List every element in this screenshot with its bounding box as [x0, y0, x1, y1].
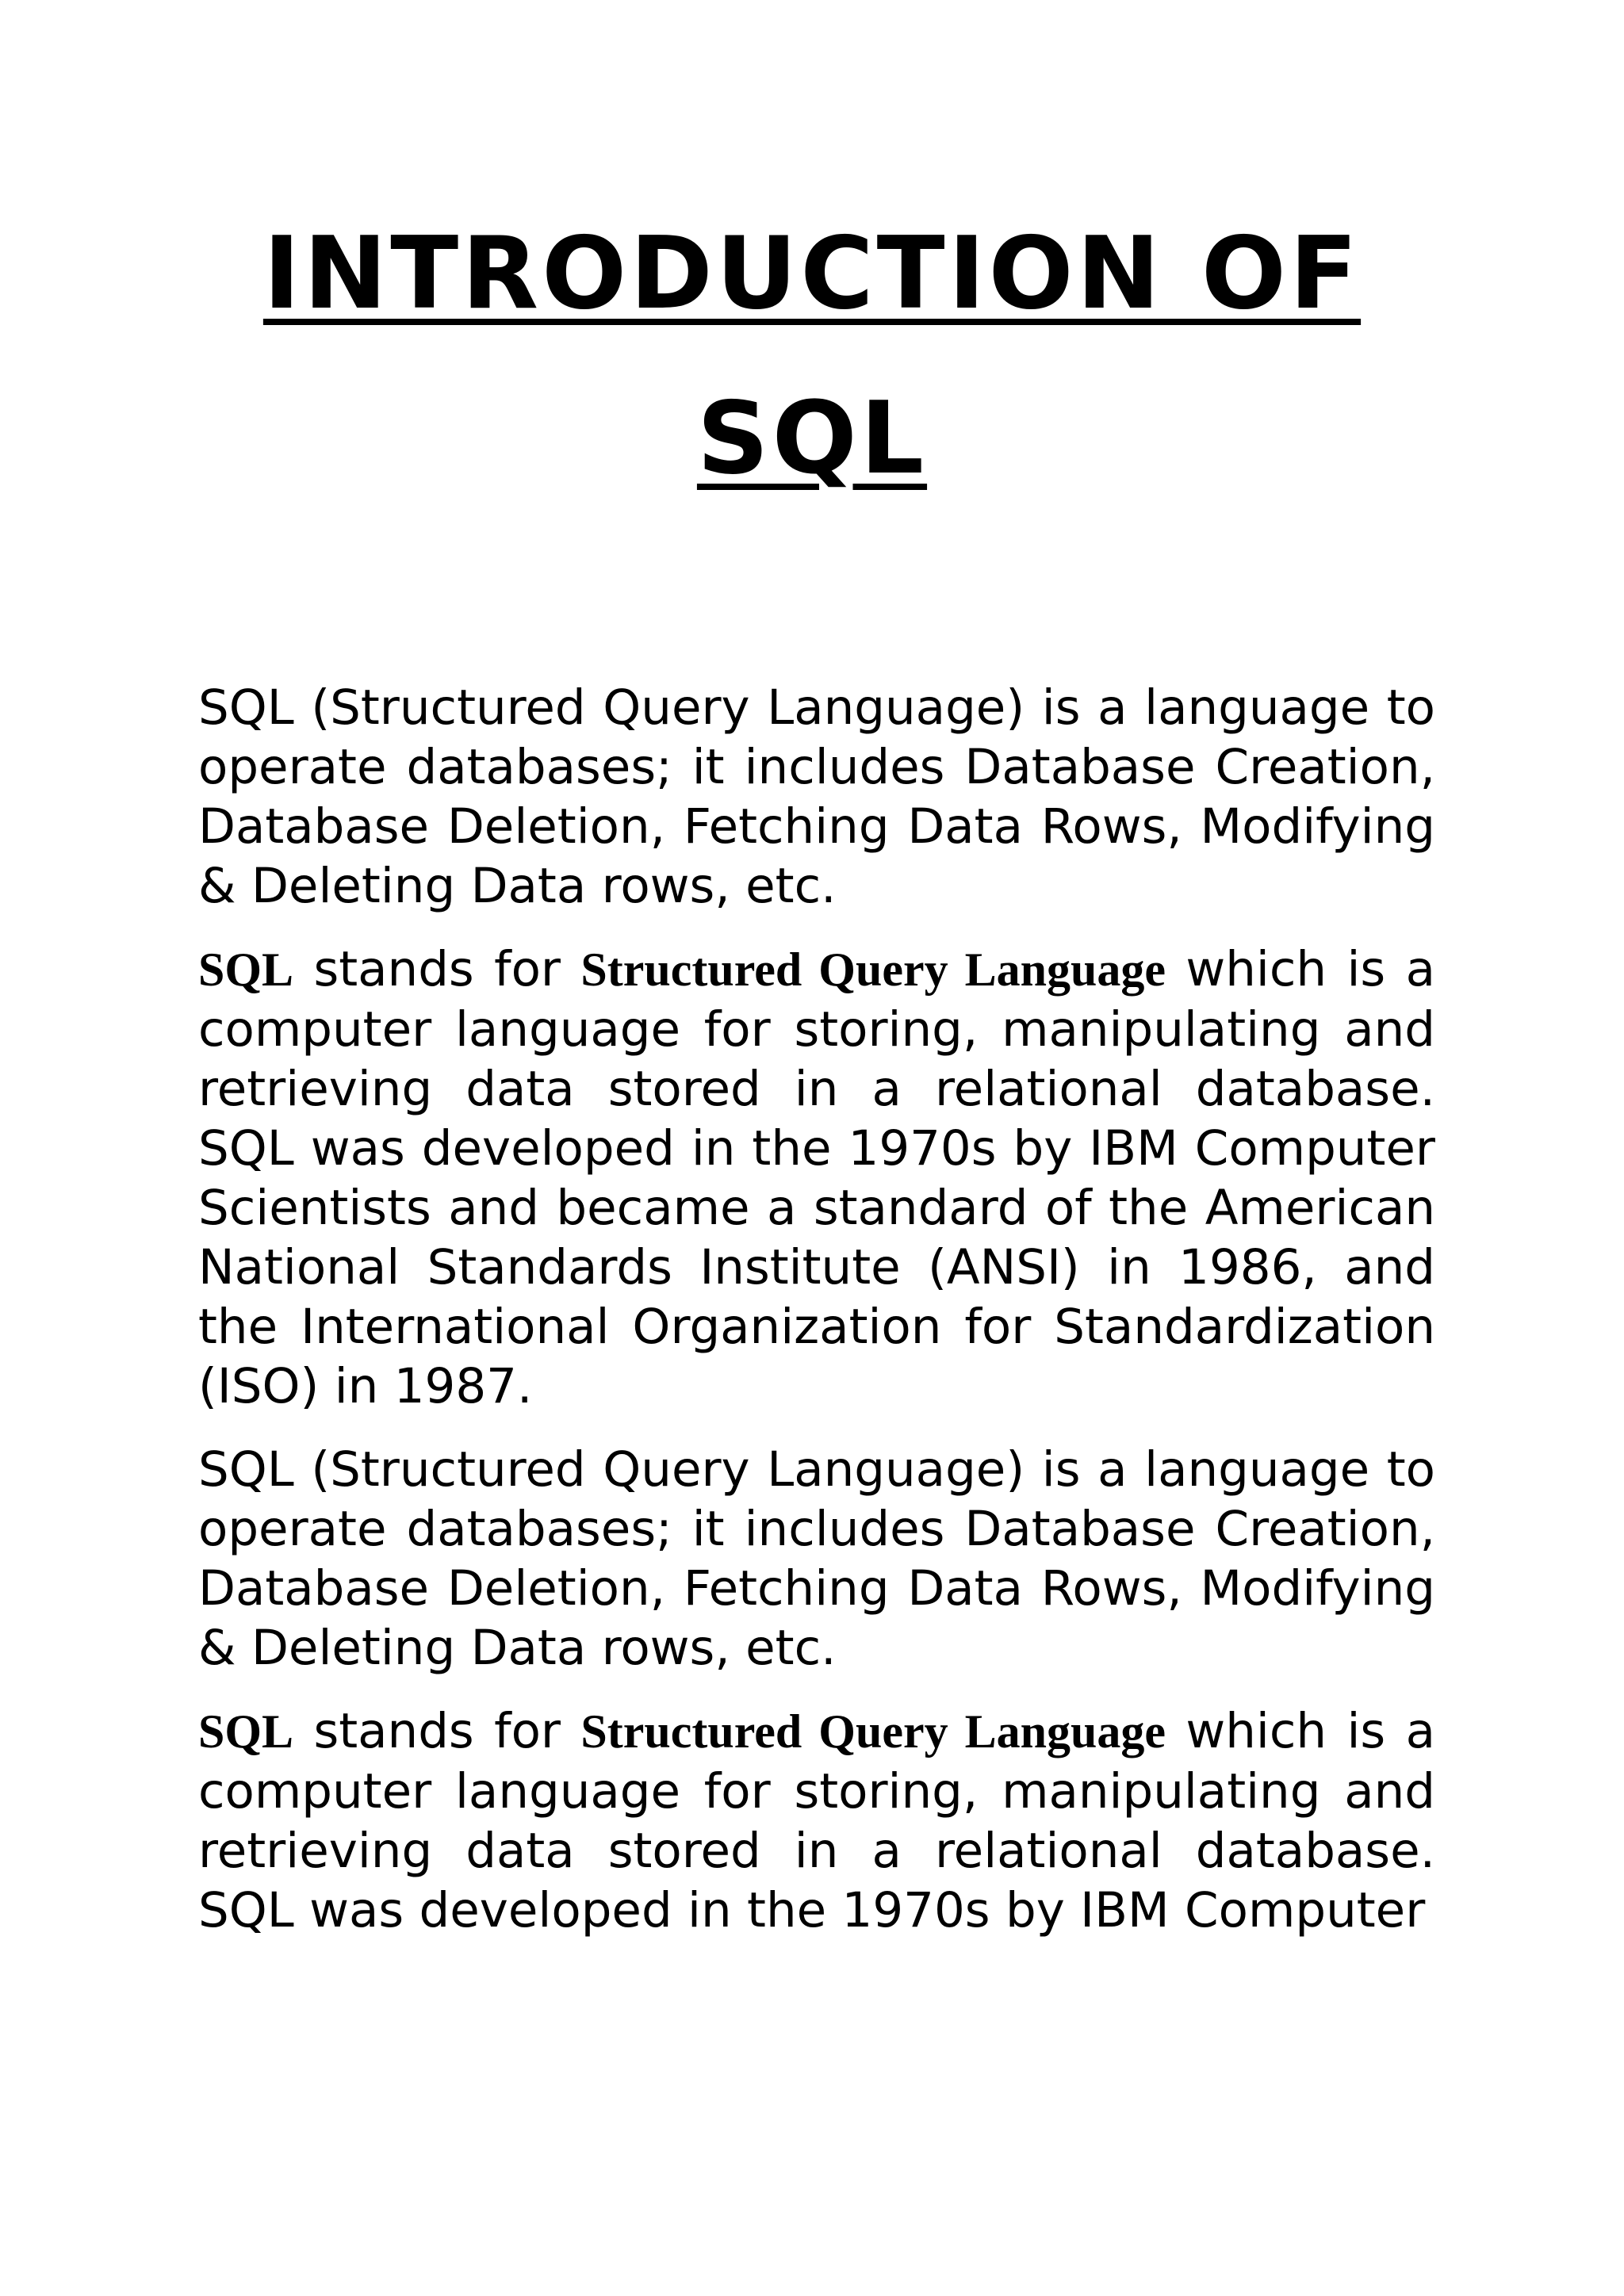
page-title-line-1	[0, 214, 1624, 333]
paragraph-4-mid-text: stands for	[293, 1703, 581, 1759]
paragraph-4-rest: which is a computer language for storing, manipulating and retrieving data stored in a relational database. SQL was developed in the 1970s by IBM Computer	[198, 1703, 1435, 1938]
page-title-line-2	[0, 379, 1624, 498]
paragraph-2-mid-bold: Structured Query Language	[580, 943, 1166, 996]
document-body	[198, 678, 1435, 1964]
paragraph-2-lead-bold: SQL	[198, 943, 294, 996]
title-text-1: INTRODUCTION OF	[262, 215, 1362, 331]
paragraph-3: SQL (Structured Query Language) is a language to operate databases; it includes Database Creation, Database Deletion, Fetching Data Rows, Modifying & Deleting Data rows, etc.	[198, 1441, 1435, 1676]
paragraph-4	[198, 1701, 1435, 1940]
paragraph-2	[198, 939, 1435, 1416]
paragraph-2-rest: which is a computer language for storing, manipulating and retrieving data stored in a relational database. SQL was developed in the 1970s by IBM Computer Scientists and became a standard of the American National Standards Institute (ANSI) in 1986, and the International Organization for Standardization (ISO) in 1987.	[198, 941, 1435, 1414]
paragraph-4-mid-bold: Structured Query Language	[580, 1705, 1166, 1758]
paragraph-2-mid-text: stands for	[293, 941, 581, 997]
paragraph-1: SQL (Structured Query Language) is a language to operate databases; it includes Database Creation, Database Deletion, Fetching Data Rows, Modifying & Deleting Data rows, etc.	[198, 679, 1435, 914]
title-text-2: SQL	[696, 380, 928, 496]
paragraph-4-lead-bold: SQL	[198, 1705, 294, 1758]
